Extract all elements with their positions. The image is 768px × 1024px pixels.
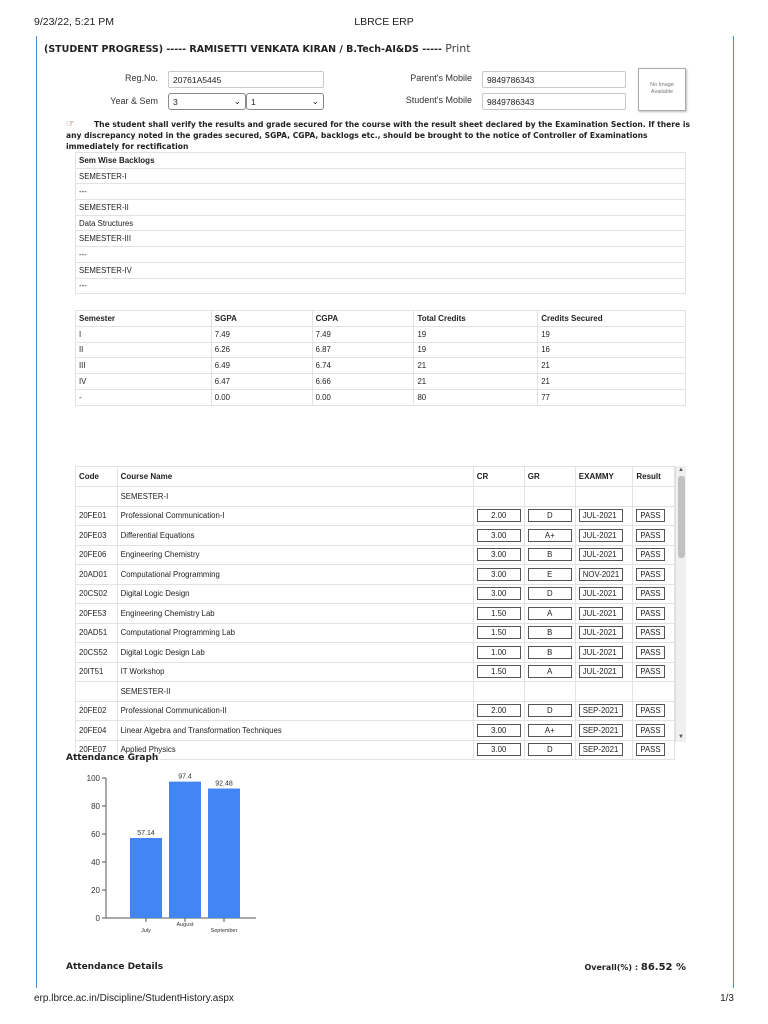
grade-cell <box>524 604 575 624</box>
grade-cell <box>524 721 575 741</box>
x-tick-label: July <box>141 928 151 934</box>
backlog-row: SEMESTER-IV <box>76 262 686 278</box>
print-footer <box>34 993 734 1007</box>
scroll-up-icon[interactable]: ▲ <box>678 467 684 473</box>
courses-table <box>75 466 675 760</box>
course-code-cell: 20AD51 <box>76 623 118 643</box>
grade-cell <box>524 623 575 643</box>
grade-field: D <box>528 509 572 522</box>
exam-month-field: JUL-2021 <box>579 665 623 678</box>
x-tick-label: August <box>176 922 194 928</box>
empty-cell <box>524 682 575 702</box>
exam-month-cell <box>575 662 633 682</box>
print-url: erp.lbrce.ac.in/Discipline/StudentHistory.aspx <box>34 993 234 1004</box>
grade-field: B <box>528 548 572 561</box>
course-name-cell: Computational Programming Lab <box>117 623 473 643</box>
credits-cell <box>473 565 524 585</box>
sgpa-cell: 7.49 <box>211 326 312 342</box>
course-code-cell: 20AD01 <box>76 565 118 585</box>
y-tick-label: 60 <box>91 830 100 839</box>
bar-data-label: 97.4 <box>178 773 192 781</box>
sgpa-cell: 6.26 <box>211 342 312 358</box>
course-row <box>76 662 675 682</box>
y-tick-label: 80 <box>91 802 100 811</box>
x-tick-label: September <box>210 928 238 934</box>
sgpa-row <box>76 389 686 405</box>
sgpa-cell: III <box>76 358 212 374</box>
result-field: PASS <box>636 626 664 639</box>
exam-month-field: JUL-2021 <box>579 529 623 542</box>
course-name-cell: Professional Communication-I <box>117 506 473 526</box>
course-name-cell: Digital Logic Design <box>117 584 473 604</box>
grade-field: D <box>528 587 572 600</box>
course-row <box>76 604 675 624</box>
sgpa-cell: 21 <box>538 374 686 390</box>
grade-field: A <box>528 607 572 620</box>
course-name-cell: Linear Algebra and Transformation Techniques <box>117 721 473 741</box>
exam-month-field: JUL-2021 <box>579 646 623 659</box>
empty-cell <box>575 682 633 702</box>
course-row <box>76 623 675 643</box>
yearsem-label: Year & Sem <box>110 96 158 106</box>
parent-mobile-input[interactable]: 9849786343 <box>482 71 626 88</box>
courses-header: Course Name <box>117 467 473 487</box>
sgpa-cell: 19 <box>538 326 686 342</box>
attendance-chart <box>78 768 268 948</box>
y-tick-label: 0 <box>95 914 100 923</box>
sgpa-row <box>76 358 686 374</box>
sgpa-cell: 16 <box>538 342 686 358</box>
courses-scroll-area[interactable] <box>75 466 686 755</box>
result-field: PASS <box>636 646 664 659</box>
credits-field: 3.00 <box>477 743 521 756</box>
sgpa-cell: 21 <box>538 358 686 374</box>
credits-cell <box>473 623 524 643</box>
sgpa-header: SGPA <box>211 311 312 327</box>
course-code-cell: 20IT51 <box>76 662 118 682</box>
courses-header: GR <box>524 467 575 487</box>
parent-mobile-label: Parent's Mobile <box>410 73 472 83</box>
credits-field: 1.50 <box>477 626 521 639</box>
sgpa-cell: 0.00 <box>211 389 312 405</box>
sgpa-cell: 19 <box>414 342 538 358</box>
regno-input[interactable]: 20761A5445 <box>168 71 324 88</box>
credits-cell <box>473 526 524 546</box>
credits-field: 1.50 <box>477 665 521 678</box>
sgpa-cell: 7.49 <box>312 326 414 342</box>
exam-month-cell <box>575 584 633 604</box>
course-row <box>76 740 675 760</box>
result-cell <box>633 526 675 546</box>
course-name-cell: Engineering Chemistry <box>117 545 473 565</box>
student-mobile-label: Student's Mobile <box>405 95 472 105</box>
credits-cell <box>473 506 524 526</box>
semester-row <box>76 487 675 507</box>
sgpa-cell: 0.00 <box>312 389 414 405</box>
course-row <box>76 584 675 604</box>
backlog-row: SEMESTER-II <box>76 200 686 216</box>
exam-month-field: NOV-2021 <box>579 568 623 581</box>
student-mobile-input[interactable]: 9849786343 <box>482 93 626 110</box>
grade-field: D <box>528 743 572 756</box>
sgpa-cell: 6.49 <box>211 358 312 374</box>
empty-cell <box>633 487 675 507</box>
exam-month-cell <box>575 643 633 663</box>
backlog-row: --- <box>76 278 686 294</box>
result-field: PASS <box>636 724 664 737</box>
result-field: PASS <box>636 665 664 678</box>
course-name-cell: Engineering Chemistry Lab <box>117 604 473 624</box>
result-cell <box>633 643 675 663</box>
exam-month-field: SEP-2021 <box>579 704 623 717</box>
exam-month-cell <box>575 701 633 721</box>
sgpa-cell: 77 <box>538 389 686 405</box>
empty-cell <box>524 487 575 507</box>
sgpa-cell: I <box>76 326 212 342</box>
course-name-cell: Computational Programming <box>117 565 473 585</box>
chevron-down-icon: ⌄ <box>233 96 241 106</box>
student-progress-heading: (STUDENT PROGRESS) ----- RAMISETTI VENKATA KIRAN / B.Tech-AI&DS ----- <box>44 44 442 55</box>
y-tick-label: 20 <box>91 886 100 895</box>
sgpa-row <box>76 326 686 342</box>
page-title <box>44 42 471 55</box>
y-tick-label: 100 <box>86 774 100 783</box>
courses-header: EXAMMY <box>575 467 633 487</box>
grade-cell <box>524 643 575 663</box>
exam-month-field: JUL-2021 <box>579 626 623 639</box>
year-select-value: 3 <box>173 97 178 107</box>
course-name-cell: Applied Physics <box>117 740 473 760</box>
course-code-cell: 20FE02 <box>76 701 118 721</box>
grade-field: B <box>528 626 572 639</box>
exam-month-cell <box>575 545 633 565</box>
scroll-down-icon[interactable]: ▼ <box>678 734 684 740</box>
credits-cell <box>473 545 524 565</box>
sgpa-cell: IV <box>76 374 212 390</box>
result-cell <box>633 662 675 682</box>
exam-month-field: JUL-2021 <box>579 587 623 600</box>
course-code-cell: 20FE01 <box>76 506 118 526</box>
course-row <box>76 701 675 721</box>
course-name-cell: Differential Equations <box>117 526 473 546</box>
exam-month-cell <box>575 721 633 741</box>
overall-label: Overall(%) : <box>584 963 639 972</box>
credits-field: 3.00 <box>477 548 521 561</box>
result-field: PASS <box>636 509 664 522</box>
empty-cell <box>575 487 633 507</box>
backlog-row: --- <box>76 247 686 263</box>
credits-field: 3.00 <box>477 587 521 600</box>
exam-month-field: SEP-2021 <box>579 743 623 756</box>
grade-cell <box>524 565 575 585</box>
result-field: PASS <box>636 607 664 620</box>
exam-month-cell <box>575 506 633 526</box>
print-datetime: 9/23/22, 5:21 PM <box>34 16 114 28</box>
notice-message: The student shall verify the results and grade secured for the course with the result sheet declared by the Examination Section. If there is any discrepancy noted in the grades secured, SGPA, CGPA, backlogs etc., should be brought to the notice of Controller of Examinations immediately for rectification <box>66 120 690 151</box>
exam-month-field: JUL-2021 <box>579 548 623 561</box>
credits-cell <box>473 604 524 624</box>
grade-field: A+ <box>528 529 572 542</box>
credits-field: 2.00 <box>477 704 521 717</box>
credits-cell <box>473 643 524 663</box>
scrollbar-thumb[interactable] <box>678 476 685 558</box>
course-row <box>76 545 675 565</box>
empty-cell <box>473 487 524 507</box>
credits-field: 1.50 <box>477 607 521 620</box>
result-cell <box>633 721 675 741</box>
result-field: PASS <box>636 568 664 581</box>
result-cell <box>633 545 675 565</box>
courses-header: Result <box>633 467 675 487</box>
course-code-cell: 20CS02 <box>76 584 118 604</box>
course-name-cell: Digital Logic Design Lab <box>117 643 473 663</box>
sgpa-header: CGPA <box>312 311 414 327</box>
grade-cell <box>524 545 575 565</box>
sgpa-cell: 6.74 <box>312 358 414 374</box>
course-code-cell: 20FE07 <box>76 740 118 760</box>
course-code-cell: 20FE04 <box>76 721 118 741</box>
sgpa-row <box>76 342 686 358</box>
result-field: PASS <box>636 704 664 717</box>
year-select[interactable] <box>168 93 246 110</box>
grade-field: B <box>528 646 572 659</box>
credits-field: 3.00 <box>477 568 521 581</box>
exam-month-cell <box>575 740 633 760</box>
course-code-cell: 20CS52 <box>76 643 118 663</box>
pointing-hand-icon: ☞ <box>66 119 75 130</box>
courses-header: Code <box>76 467 118 487</box>
print-header <box>34 16 734 30</box>
result-field: PASS <box>636 529 664 542</box>
sem-select-value: 1 <box>251 97 256 107</box>
backlog-row: SEMESTER-I <box>76 168 686 184</box>
sgpa-header: Credits Secured <box>538 311 686 327</box>
courses-header: CR <box>473 467 524 487</box>
exam-month-cell <box>575 526 633 546</box>
credits-field: 1.00 <box>477 646 521 659</box>
grade-field: D <box>528 704 572 717</box>
sgpa-header: Total Credits <box>414 311 538 327</box>
grade-cell <box>524 526 575 546</box>
exam-month-field: JUL-2021 <box>579 607 623 620</box>
credits-cell <box>473 721 524 741</box>
course-name-cell: Professional Communication-II <box>117 701 473 721</box>
overall-value: 86.52 % <box>640 962 686 973</box>
credits-cell <box>473 701 524 721</box>
empty-cell <box>76 682 118 702</box>
course-row <box>76 721 675 741</box>
course-code-cell: 20FE06 <box>76 545 118 565</box>
credits-field: 3.00 <box>477 724 521 737</box>
student-photo: No Image Available <box>638 68 686 111</box>
exam-month-field: JUL-2021 <box>579 509 623 522</box>
attendance-bar <box>169 782 201 918</box>
sgpa-cell: 19 <box>414 326 538 342</box>
backlogs-table <box>75 152 686 294</box>
result-field: PASS <box>636 548 664 561</box>
sgpa-cell: 6.66 <box>312 374 414 390</box>
result-cell <box>633 701 675 721</box>
sgpa-table <box>75 310 686 406</box>
sgpa-cell: 21 <box>414 358 538 374</box>
exam-month-cell <box>575 565 633 585</box>
result-cell <box>633 584 675 604</box>
course-code-cell: 20FE53 <box>76 604 118 624</box>
grade-cell <box>524 506 575 526</box>
grade-cell <box>524 701 575 721</box>
exam-month-cell <box>575 623 633 643</box>
semester-label: SEMESTER-I <box>117 487 473 507</box>
notice-text <box>66 119 692 152</box>
credits-cell <box>473 662 524 682</box>
empty-cell <box>76 487 118 507</box>
credits-cell <box>473 584 524 604</box>
result-field: PASS <box>636 587 664 600</box>
exam-month-field: SEP-2021 <box>579 724 623 737</box>
grade-cell <box>524 584 575 604</box>
regno-label: Reg.No. <box>124 73 158 83</box>
sgpa-cell: 6.47 <box>211 374 312 390</box>
exam-month-cell <box>575 604 633 624</box>
result-cell <box>633 623 675 643</box>
attendance-bar <box>208 789 240 918</box>
credits-cell <box>473 740 524 760</box>
course-code-cell: 20FE03 <box>76 526 118 546</box>
grade-cell <box>524 662 575 682</box>
sgpa-header: Semester <box>76 311 212 327</box>
courses-scrollbar[interactable] <box>675 466 686 742</box>
print-link[interactable]: Print <box>445 42 471 55</box>
backlog-row: SEMESTER-III <box>76 231 686 247</box>
y-tick-label: 40 <box>91 858 100 867</box>
credits-field: 3.00 <box>477 529 521 542</box>
result-cell <box>633 604 675 624</box>
sgpa-row <box>76 374 686 390</box>
print-page-number: 1/3 <box>720 993 734 1004</box>
course-row <box>76 506 675 526</box>
attendance-bar <box>130 838 162 918</box>
course-name-cell: IT Workshop <box>117 662 473 682</box>
sgpa-cell: 6.87 <box>312 342 414 358</box>
grade-field: A+ <box>528 724 572 737</box>
backlogs-header: Sem Wise Backlogs <box>76 153 686 169</box>
result-field: PASS <box>636 743 664 756</box>
chevron-down-icon: ⌄ <box>311 96 319 106</box>
result-cell <box>633 740 675 760</box>
overall-attendance <box>584 962 686 973</box>
attendance-graph-title: Attendance Graph <box>66 753 159 763</box>
sem-select[interactable] <box>246 93 324 110</box>
course-row <box>76 643 675 663</box>
bar-data-label: 57.14 <box>137 830 155 838</box>
course-row <box>76 526 675 546</box>
grade-field: A <box>528 665 572 678</box>
empty-cell <box>633 682 675 702</box>
sgpa-cell: - <box>76 389 212 405</box>
backlog-row: --- <box>76 184 686 200</box>
credits-field: 2.00 <box>477 509 521 522</box>
empty-cell <box>473 682 524 702</box>
bar-data-label: 92.48 <box>215 780 233 788</box>
backlog-row: Data Structures <box>76 215 686 231</box>
grade-field: E <box>528 568 572 581</box>
result-cell <box>633 565 675 585</box>
course-row <box>76 565 675 585</box>
grade-cell <box>524 740 575 760</box>
semester-row <box>76 682 675 702</box>
result-cell <box>633 506 675 526</box>
print-page-title: LBRCE ERP <box>354 16 414 28</box>
attendance-details-title: Attendance Details <box>66 962 164 972</box>
sgpa-cell: II <box>76 342 212 358</box>
sgpa-cell: 80 <box>414 389 538 405</box>
sgpa-cell: 21 <box>414 374 538 390</box>
semester-label: SEMESTER-II <box>117 682 473 702</box>
